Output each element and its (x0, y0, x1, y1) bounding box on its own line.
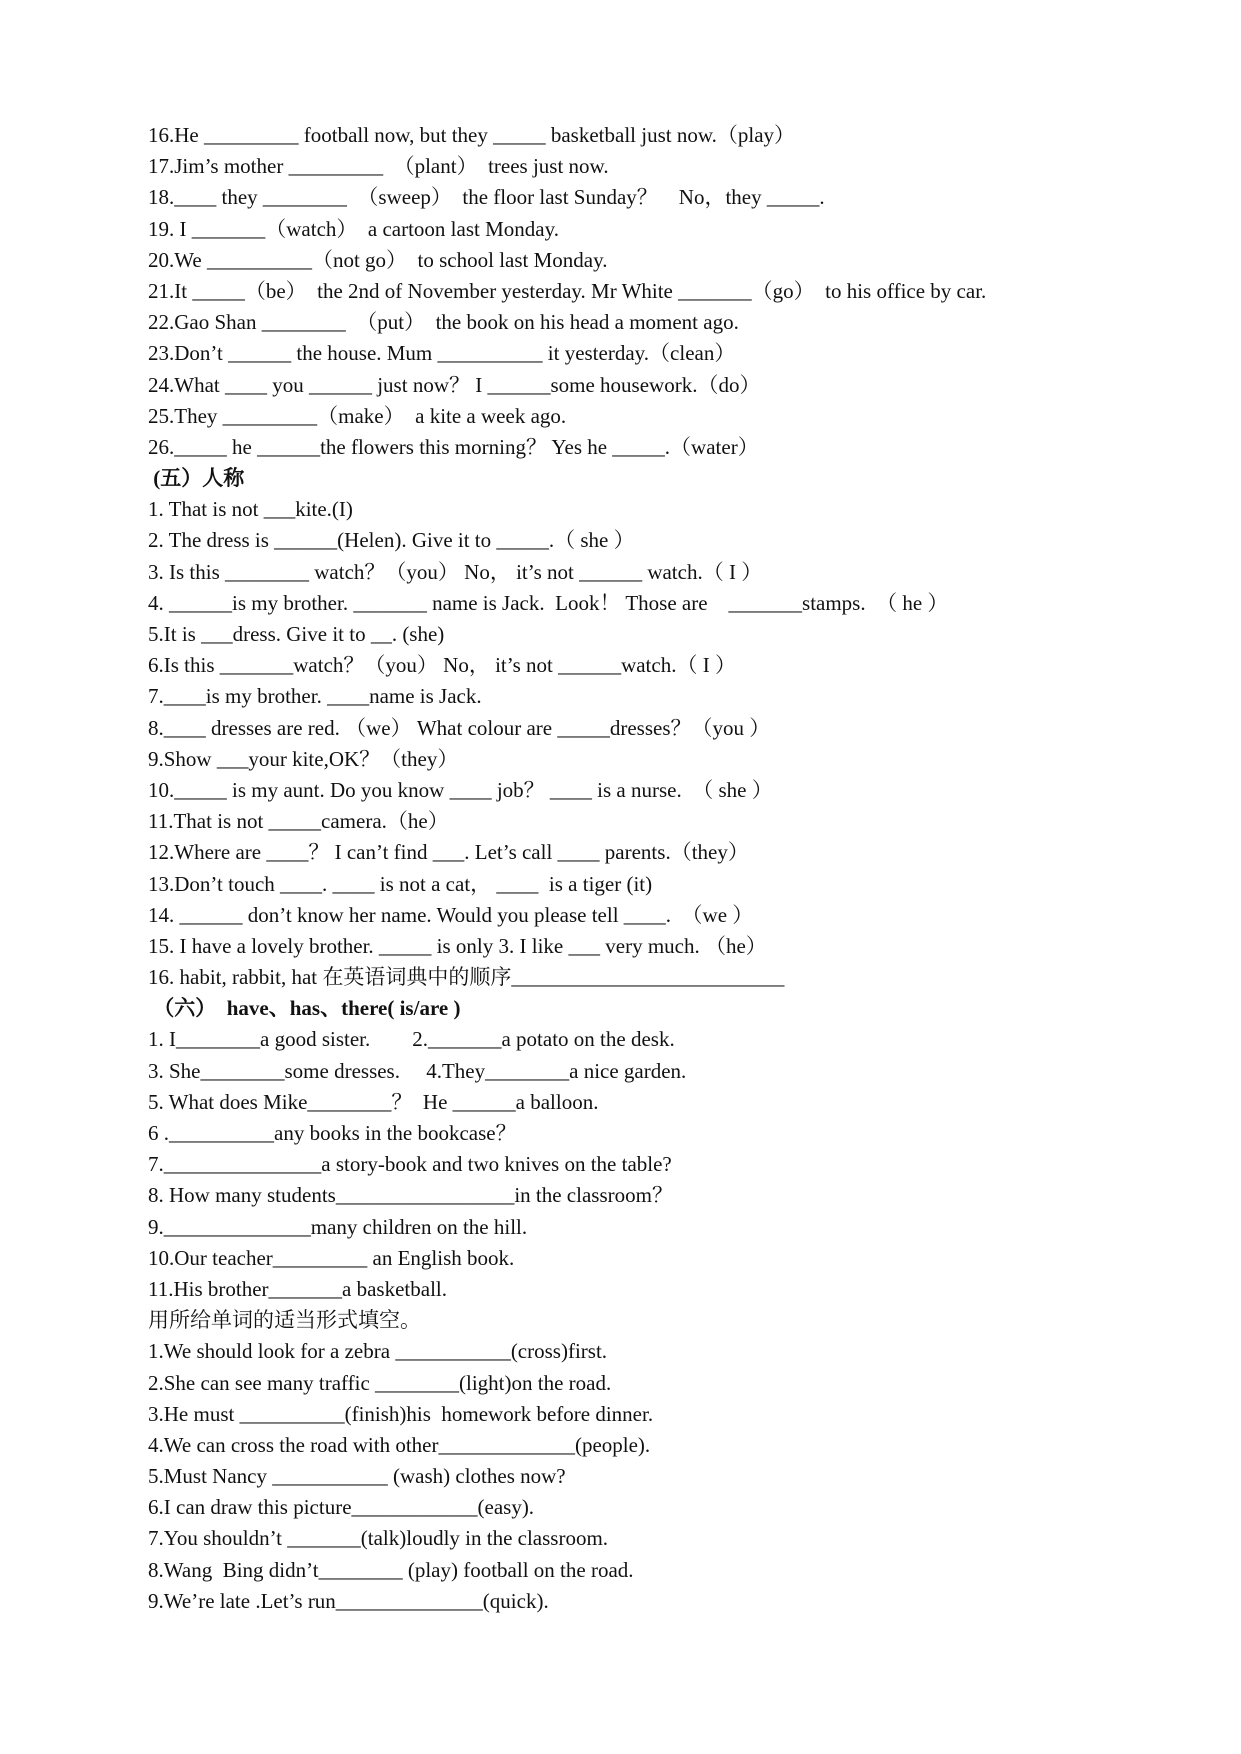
exercise-line: 5.Must Nancy ___________ (wash) clothes now? (148, 1464, 566, 1489)
exercise-line: 11.His brother_______a basketball. (148, 1276, 447, 1301)
exercise-line: 15. I have a lovely brother. _____ is only 3. I like ___ very much. （he） (148, 933, 767, 958)
exercise-line: 1. That is not ___kite.(I) (148, 497, 353, 522)
section-heading: (五）人称 (148, 466, 245, 491)
exercise-line: 2. The dress is ______(Helen). Give it to _____.（ she ） (148, 528, 635, 553)
exercise-line: 3. Is this ________ watch？（you） No， it’s not ______ watch.（ I ） (148, 559, 763, 584)
exercise-line: 19. I _______（watch） a cartoon last Monday. (148, 216, 559, 241)
exercise-line: 9.We’re late .Let’s run______________(quick). (148, 1588, 549, 1613)
exercise-line: 21.It _____（be） the 2nd of November yesterday. Mr White _______（go） to his office by car. (148, 278, 987, 303)
exercise-line: 23.Don’t ______ the house. Mum __________ it yesterday.（clean） (148, 341, 736, 366)
exercise-line: 14. ______ don’t know her name. Would you please tell ____. （we ） (148, 902, 754, 927)
exercise-line: 17.Jim’s mother _________ （plant） trees just now. (148, 154, 609, 179)
exercise-line: 8.Wang Bing didn’t________ (play) football on the road. (148, 1557, 634, 1582)
exercise-line: 5. What does Mike________？ He ______a balloon. (148, 1089, 599, 1114)
exercise-line: 用所给单词的适当形式填空。 (148, 1308, 421, 1333)
exercise-line: 7._______________a story-book and two knives on the table? (148, 1152, 672, 1177)
exercise-line: 1.We should look for a zebra ___________(cross)first. (148, 1339, 608, 1364)
exercise-line: 9.______________many children on the hill. (148, 1214, 528, 1239)
worksheet-content (148, 120, 1158, 1617)
exercise-line: 7.____is my brother. ____name is Jack. (148, 684, 482, 709)
exercise-line: 6.I can draw this picture____________(easy). (148, 1495, 535, 1520)
exercise-line: 8.____ dresses are red. （we） What colour are _____dresses？（you ） (148, 715, 771, 740)
exercise-line: 7.You shouldn’t _______(talk)loudly in the classroom. (148, 1526, 609, 1551)
exercise-line: 1. I________a good sister. 2._______a potato on the desk. (148, 1027, 675, 1052)
exercise-line: 3. She________some dresses. 4.They________a nice garden. (148, 1058, 687, 1083)
exercise-line: 26._____ he ______the flowers this morning？ Yes he _____.（water） (148, 434, 759, 459)
exercise-line: 2.She can see many traffic ________(light)on the road. (148, 1370, 612, 1395)
exercise-line: 10._____ is my aunt. Do you know ____ job？ ____ is a nurse. （ she ） (148, 777, 773, 802)
exercise-line: 16. habit, rabbit, hat 在英语词典中的顺序__________________________ (148, 965, 785, 990)
exercise-line: 6 .__________any books in the bookcase？ (148, 1121, 517, 1145)
exercise-line: 8. How many students_________________in the classroom？ (148, 1183, 673, 1208)
section-heading: （六） have、has、there( is/are ) (148, 996, 461, 1021)
exercise-line: 12.Where are ____？ I can’t find ___. Let’s call ____ parents.（they） (148, 840, 749, 865)
exercise-line: 9.Show ___your kite,OK？（they） (148, 746, 459, 771)
exercise-line: 25.They _________（make） a kite a week ago. (148, 403, 567, 428)
exercise-line: 18.____ they ________ （sweep） the floor last Sunday？ No，they _____. (148, 185, 825, 210)
exercise-line: 10.Our teacher_________ an English book. (148, 1245, 515, 1270)
exercise-line: 4. ______is my brother. _______ name is Jack. Look！ Those are _______stamps. （ he ） (148, 590, 949, 615)
exercise-line: 13.Don’t touch ____. ____ is not a cat， ____ is a tiger (it) (148, 871, 653, 896)
exercise-line: 24.What ____ you ______ just now？ I ______some housework.（do） (148, 372, 761, 397)
exercise-line: 3.He must __________(finish)his homework before dinner. (148, 1401, 654, 1426)
exercise-line: 11.That is not _____camera.（he） (148, 809, 449, 834)
exercise-line: 4.We can cross the road with other_____________(people). (148, 1432, 651, 1457)
exercise-line: 16.He _________ football now, but they _____ basketball just now.（play） (148, 123, 796, 147)
exercise-line: 6.Is this _______watch？（you） No， it’s not ______watch.（ I ） (148, 653, 736, 678)
exercise-line: 5.It is ___dress. Give it to __. (she) (148, 622, 445, 646)
exercise-line: 20.We __________（not go） to school last Monday. (148, 247, 608, 272)
exercise-line: 22.Gao Shan ________ （put） the book on his head a moment ago. (148, 310, 739, 335)
